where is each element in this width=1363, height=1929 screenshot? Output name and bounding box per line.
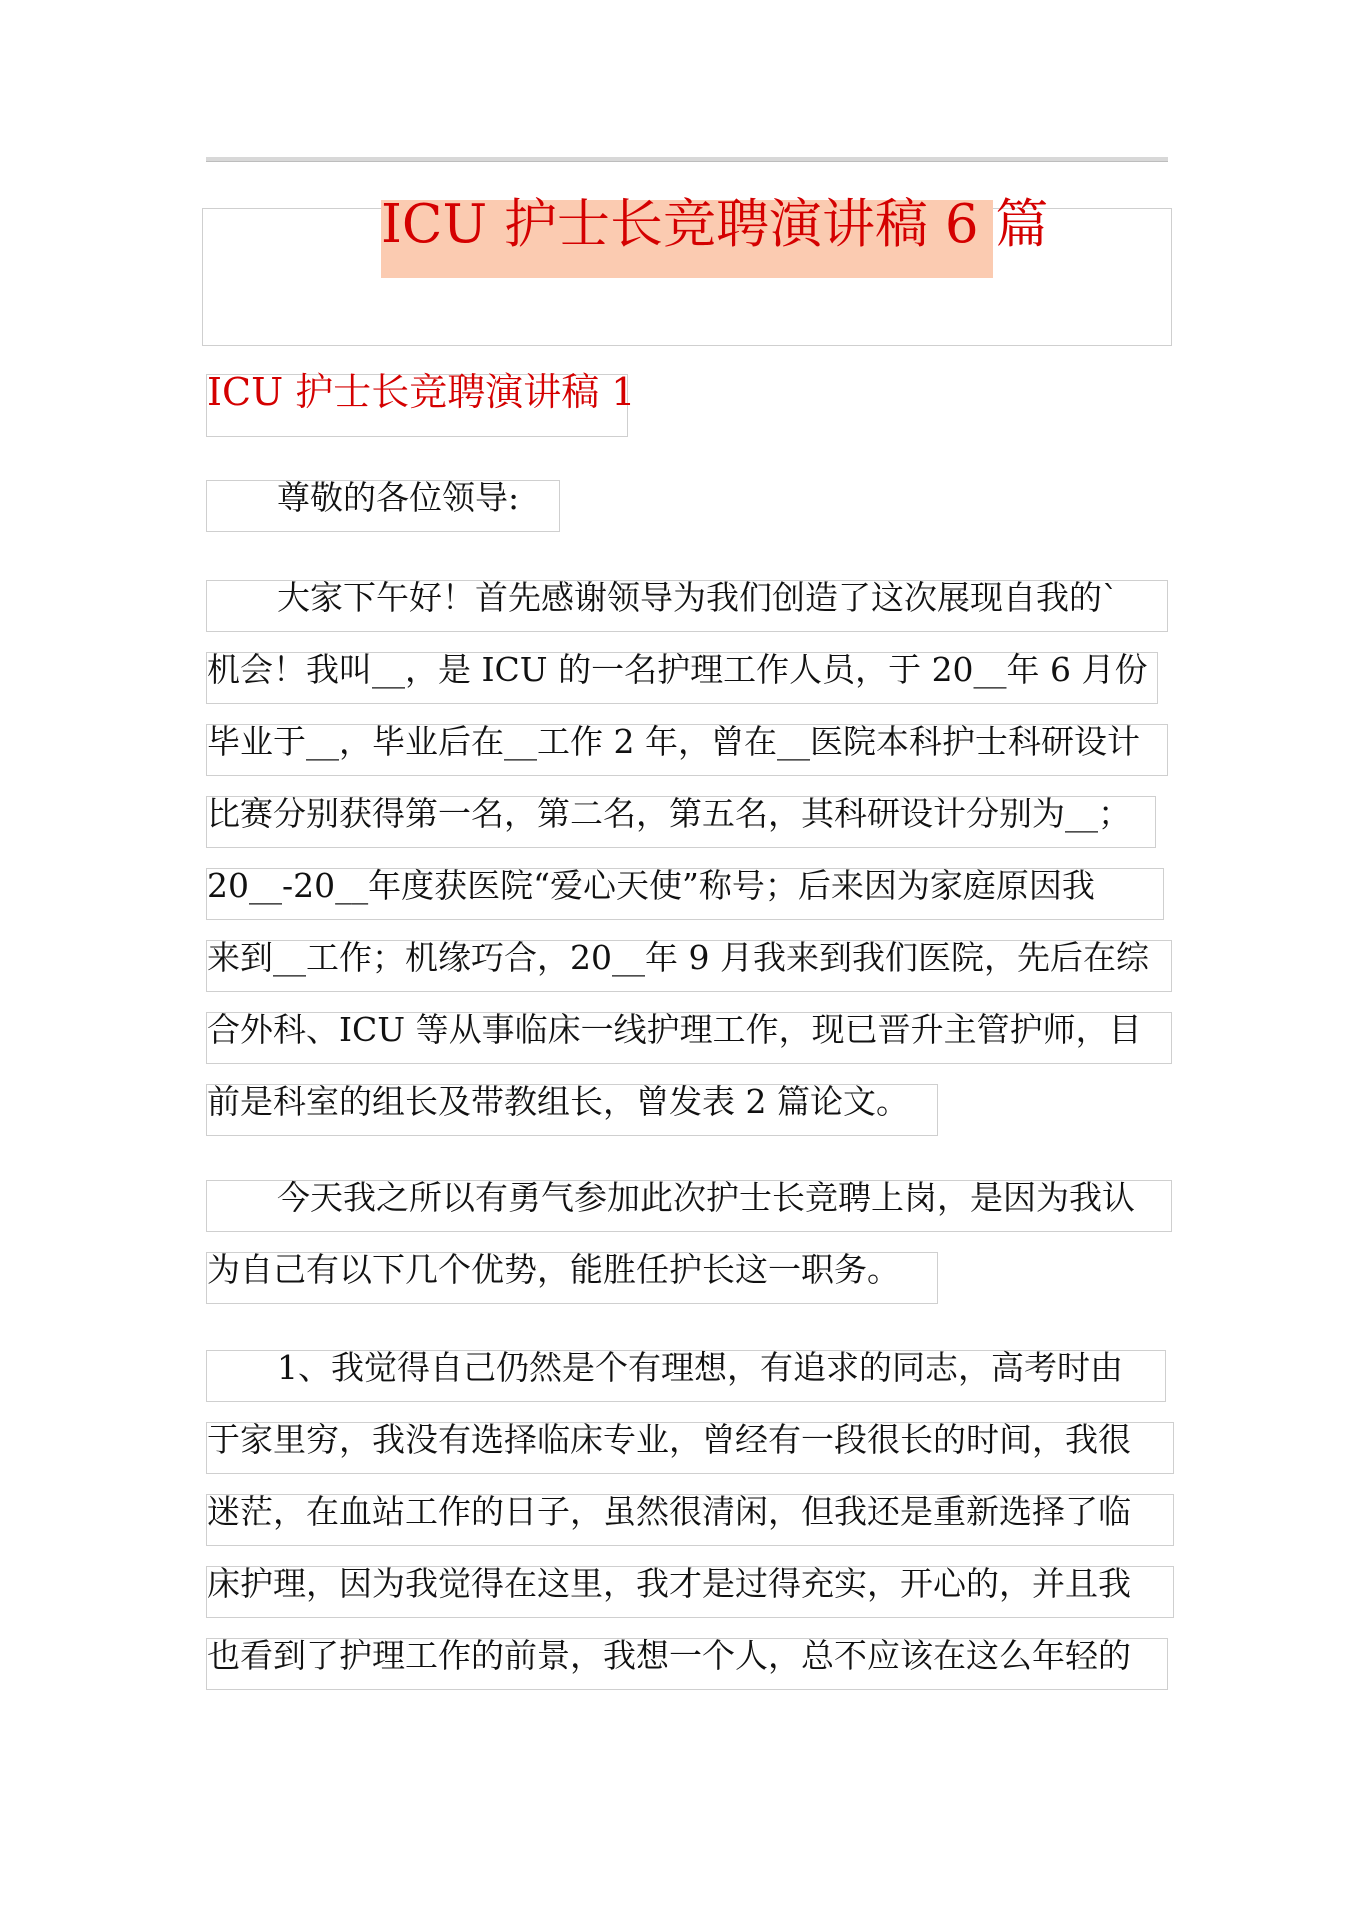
- paragraph-line: 机会！我叫__，是 ICU 的一名护理工作人员，于 20__年 6 月份: [207, 650, 1148, 689]
- paragraph-line: 大家下午好！首先感谢领导为我们创造了这次展现自我的`: [277, 578, 1119, 617]
- paragraph-line: 合外科、ICU 等从事临床一线护理工作，现已晋升主管护师，目: [207, 1010, 1142, 1049]
- paragraph-line: 也看到了护理工作的前景，我想一个人，总不应该在这么年轻的: [207, 1636, 1131, 1675]
- paragraph-line: 毕业于__，毕业后在__工作 2 年，曾在__医院本科护士科研设计: [207, 722, 1140, 761]
- paragraph-line: 于家里穷，我没有选择临床专业，曾经有一段很长的时间，我很: [207, 1420, 1131, 1459]
- paragraph-line: 为自己有以下几个优势，能胜任护长这一职务。: [207, 1250, 900, 1289]
- paragraph-line: 床护理，因为我觉得在这里，我才是过得充实，开心的，并且我: [207, 1564, 1131, 1603]
- paragraph-line: 迷茫，在血站工作的日子，虽然很清闲，但我还是重新选择了临: [207, 1492, 1131, 1531]
- paragraph-line: 比赛分别获得第一名，第二名，第五名，其科研设计分别为__；: [207, 794, 1131, 833]
- paragraph-line: 1、我觉得自己仍然是个有理想，有追求的同志，高考时由: [277, 1348, 1123, 1387]
- document-title: ICU 护士长竞聘演讲稿 6 篇: [381, 194, 1049, 255]
- paragraph-line: 20__-20__年度获医院“爱心天使”称号；后来因为家庭原因我: [207, 866, 1095, 905]
- paragraph-line: 今天我之所以有勇气参加此次护士长竞聘上岗，是因为我认: [277, 1178, 1135, 1217]
- section-heading: ICU 护士长竞聘演讲稿 1: [207, 370, 636, 414]
- salutation: 尊敬的各位领导:: [277, 478, 520, 517]
- header-rule: [206, 157, 1168, 162]
- paragraph-line: 来到__工作；机缘巧合，20__年 9 月我来到我们医院，先后在综: [207, 938, 1149, 977]
- paragraph-line: 前是科室的组长及带教组长，曾发表 2 篇论文。: [207, 1082, 909, 1121]
